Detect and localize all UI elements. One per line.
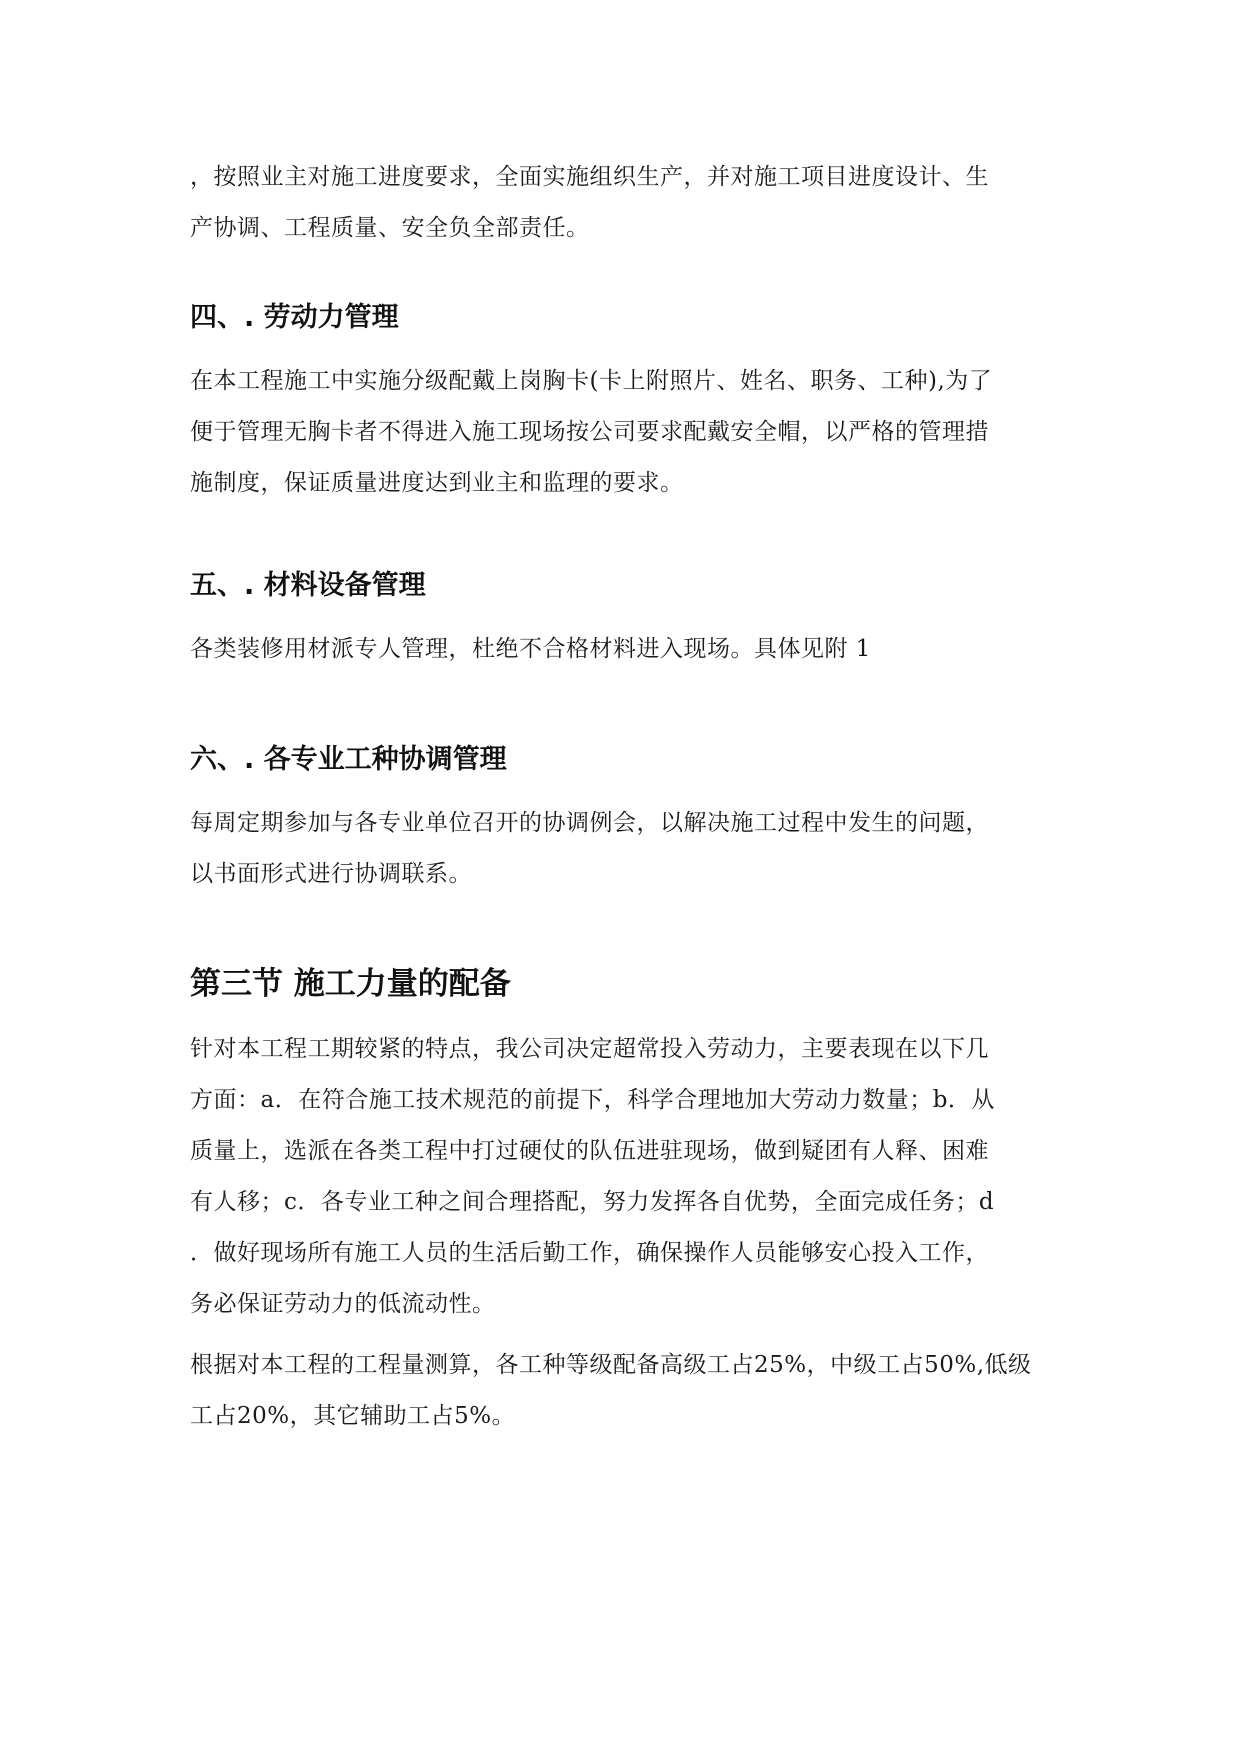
paragraph-material-equipment xyxy=(190,624,1062,675)
heading-material-equipment-management: 五、. 材料设备管理 xyxy=(190,570,426,601)
text-line: ．做好现场所有施工人员的生活后勤工作，确保操作人员能够安心投入工作， xyxy=(190,1240,989,1266)
text-line: 方面：a．在符合施工技术规范的前提下，科学合理地加大劳动力数量；b．从 xyxy=(190,1087,995,1113)
text-line: 便于管理无胸卡者不得进入施工现场按公司要求配戴安全帽，以严格的管理措 xyxy=(190,419,989,445)
paragraph-labor-management xyxy=(190,356,1062,509)
section-title-construction-force: 第三节 施工力量的配备 xyxy=(190,966,511,1002)
text-line: 各类装修用材派专人管理，杜绝不合格材料进入现场。具体见附 1 xyxy=(190,636,871,662)
text-line: 根据对本工程的工程量测算，各工种等级配备高级工占25%，中级工占50%,低级 xyxy=(190,1352,1032,1378)
text-line: 有人移；c．各专业工种之间合理搭配，努力发挥各自优势，全面完成任务；d xyxy=(190,1189,995,1215)
text-line: 工占20%，其它辅助工占5%。 xyxy=(190,1403,516,1429)
text-line: 每周定期参加与各专业单位召开的协调例会，以解决施工过程中发生的问题， xyxy=(190,810,989,836)
heading-trade-coordination: 六、. 各专业工种协调管理 xyxy=(190,744,507,775)
paragraph-labor-input xyxy=(190,1024,1062,1330)
heading-labor-management: 四、. 劳动力管理 xyxy=(190,302,399,333)
text-line: 质量上，选派在各类工程中打过硬仗的队伍进驻现场，做到疑团有人释、困难 xyxy=(190,1138,989,1164)
text-line: 在本工程施工中实施分级配戴上岗胸卡(卡上附照片、姓名、职务、工种),为了 xyxy=(190,368,993,394)
paragraph-trade-coordination xyxy=(190,798,1062,900)
text-line: 务必保证劳动力的低流动性。 xyxy=(190,1291,496,1317)
text-line: 产协调、工程质量、安全负全部责任。 xyxy=(190,215,590,241)
paragraph-progress-responsibility xyxy=(190,152,1062,254)
text-line: ，按照业主对施工进度要求，全面实施组织生产，并对施工项目进度设计、生 xyxy=(190,164,989,190)
paragraph-worker-grade-ratio xyxy=(190,1340,1062,1442)
text-line: 以书面形式进行协调联系。 xyxy=(190,861,472,887)
text-line: 针对本工程工期较紧的特点，我公司决定超常投入劳动力，主要表现在以下几 xyxy=(190,1036,989,1062)
text-line: 施制度，保证质量进度达到业主和监理的要求。 xyxy=(190,470,684,496)
